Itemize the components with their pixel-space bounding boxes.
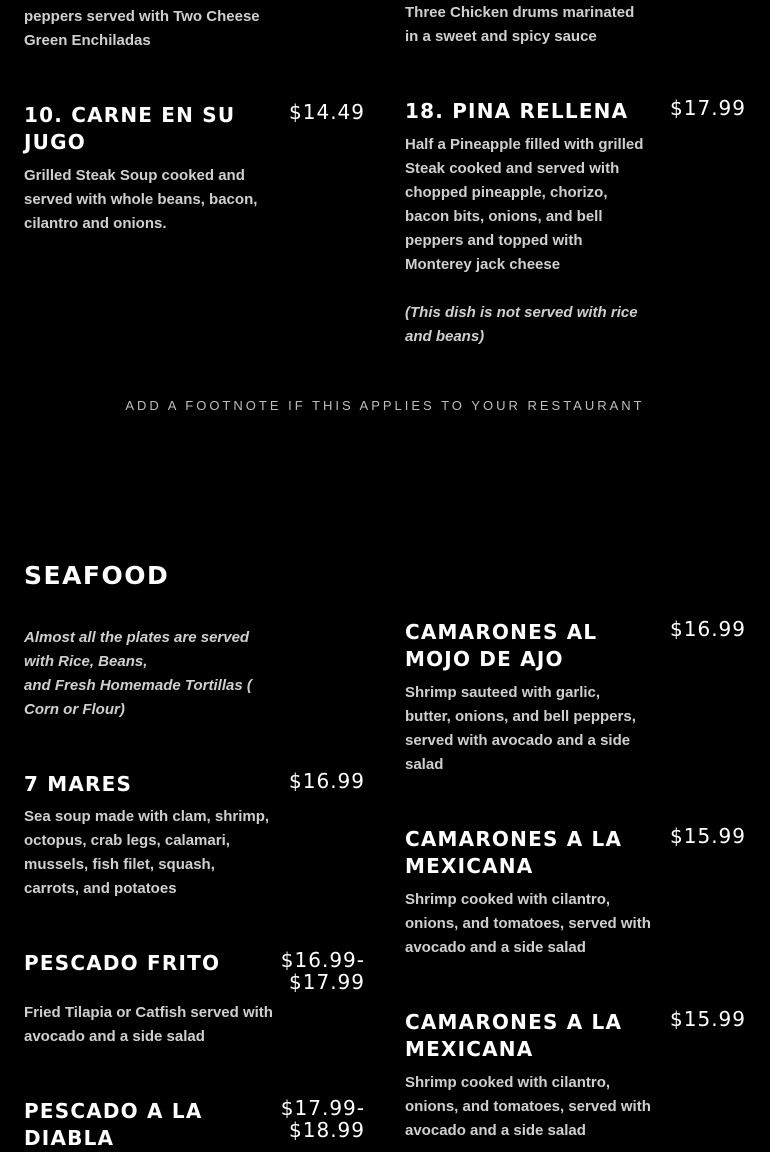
dish-description: Half a Pineapple filled with grilled Steak cooked and served with chopped pineapple, chorizo, bacon bits, onions, and bell peppers and topped with Monterey jack cheese — [405, 136, 644, 273]
dish-title: CAMARONES A LA MEXICANA — [405, 1010, 623, 1061]
dish-description: Shrimp cooked with cilantro, onions, and tomatoes, served with avocado and a side salad — [405, 891, 651, 956]
dish-title: PESCADO FRITO — [24, 951, 221, 975]
dish-note: (This dish is not served with rice and beans) — [405, 304, 638, 345]
dish-description: Shrimp cooked with cilantro, onions, and tomatoes, served with avocado and a side salad — [405, 1074, 651, 1139]
dish-price: $15.99 — [670, 824, 746, 848]
dish-price: $16.99 — [289, 769, 365, 793]
dish-price: $15.99 — [670, 1007, 746, 1031]
dish-title: 18. PINA RELLENA — [405, 99, 629, 123]
dish-description: Sea soup made with clam, shrimp, octopus, crab legs, calamari, mussels, fish filet, squash, carrots, and potatoes — [24, 808, 270, 897]
dish-price: $17.99 — [670, 96, 746, 120]
dish-title: CAMARONES A LA MEXICANA — [405, 827, 623, 878]
dish-description: Grilled Steak Soup cooked and served with whole beans, bacon, cilantro and onions. — [24, 167, 258, 232]
dish-description: Shrimp sauteed with garlic, butter, onions, and bell peppers, served with avocado and a side salad — [405, 684, 636, 773]
dish-price: $17.99- $18.99 — [280, 1096, 365, 1142]
dish-price: $16.99 — [670, 617, 746, 641]
menu-footnote: ADD A FOOTNOTE IF THIS APPLIES TO YOUR RESTAURANT — [125, 398, 645, 413]
dish-price: $16.99- $17.99 — [280, 948, 365, 994]
dish-title: PESCADO A LA DIABLA — [24, 1099, 203, 1150]
dish-description-partial: Three Chicken drums marinated in a sweet and spicy sauce — [405, 4, 635, 45]
dish-description: Fried Tilapia or Catfish served with avocado and a side salad — [24, 1004, 273, 1045]
dish-price: $14.49 — [289, 100, 365, 124]
section-title: SEAFOOD — [24, 561, 170, 590]
dish-title: 10. CARNE EN SU JUGO — [24, 103, 236, 154]
section-intro: Almost all the plates are served with Rice, Beans, and Fresh Homemade Tortillas ( Corn or Flour) — [24, 629, 252, 718]
dish-title: 7 MARES — [24, 772, 133, 796]
dish-title: CAMARONES AL MOJO DE AJO — [405, 620, 598, 671]
dish-description-partial: peppers served with Two Cheese Green Enchiladas — [24, 8, 260, 49]
